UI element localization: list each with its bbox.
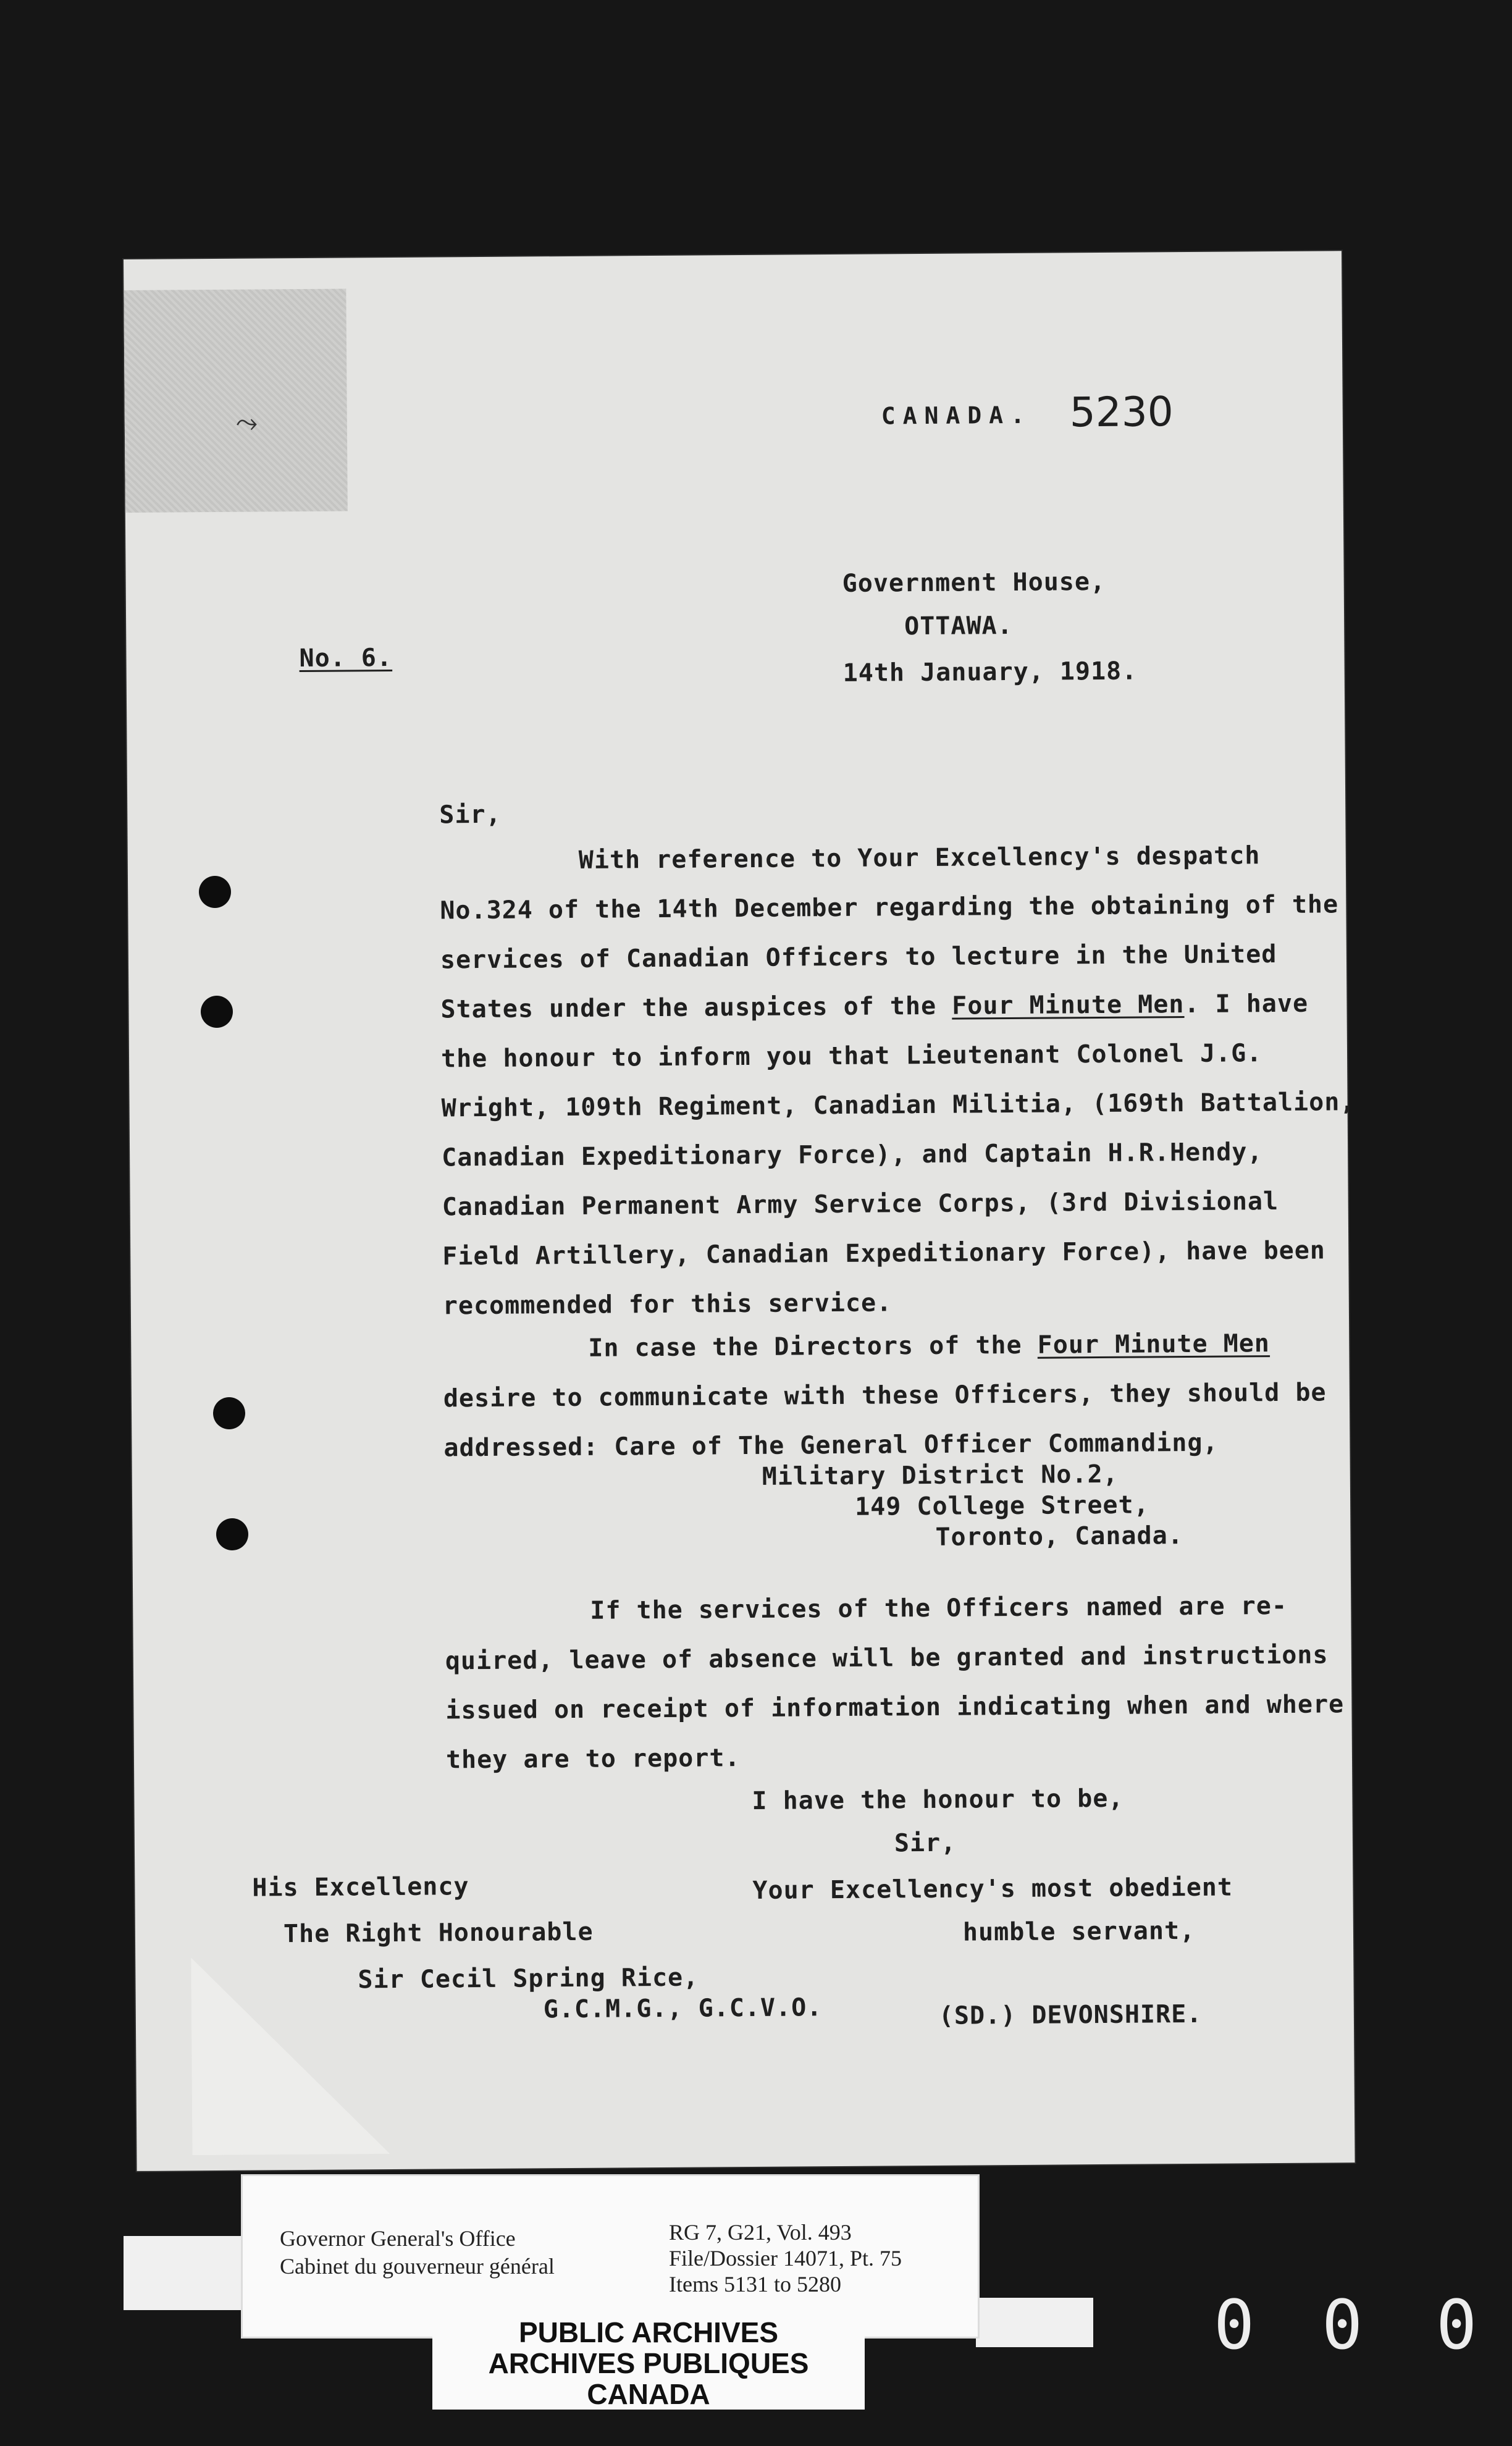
archives-stamp — [432, 2313, 865, 2410]
body-line: If the services of the Officers named are re- — [590, 1591, 1288, 1625]
closing-line: Your Excellency's most obedient — [752, 1873, 1233, 1905]
closing-line: Sir, — [894, 1828, 957, 1858]
item-range: Items 5131 to 5280 — [669, 2272, 841, 2297]
frame-counter-digit: 0 — [1214, 2285, 1255, 2364]
closing-line: humble servant, — [962, 1916, 1196, 1947]
body-line: Military District No.2, — [762, 1460, 1119, 1491]
frame-counter-digit: 0 — [1322, 2285, 1363, 2364]
label-band — [976, 2298, 1093, 2347]
punch-hole — [201, 996, 233, 1028]
body-line: Toronto, Canada. — [935, 1521, 1183, 1552]
stamp-line: CANADA — [587, 2378, 710, 2410]
corner-patch — [124, 288, 348, 513]
archive-number: 5230 — [1069, 388, 1174, 437]
stamp-line: PUBLIC ARCHIVES — [519, 2316, 778, 2348]
file-reference: File/Dossier 14071, Pt. 75 — [669, 2246, 902, 2271]
body-line: No.324 of the 14th December regarding the obtaining of the — [440, 890, 1339, 925]
frame-counter-digit: 0 — [1436, 2285, 1477, 2364]
body-line: the honour to inform you that Lieutenant Colonel J.G. — [440, 1039, 1262, 1074]
header-canada: CANADA. — [881, 401, 1033, 430]
body-line: 149 College Street, — [854, 1490, 1149, 1521]
body-line: States under the auspices of the Four Minute Men. I have — [440, 989, 1309, 1024]
body-line: In case the Directors of the Four Minute Men — [588, 1329, 1270, 1363]
body-line: they are to report. — [445, 1744, 741, 1775]
despatch-number: No. 6. — [299, 643, 393, 673]
punch-hole — [199, 876, 231, 908]
record-group: RG 7, G21, Vol. 493 — [669, 2220, 852, 2245]
body-line: With reference to Your Excellency's despatch — [578, 841, 1261, 875]
addressee-line: G.C.M.G., G.C.V.O. — [543, 1993, 823, 2024]
body-line: quired, leave of absence will be granted and instructions — [445, 1641, 1329, 1676]
body-line: Wright, 109th Regiment, Canadian Militia, (169th Battalion, — [441, 1088, 1356, 1123]
punch-hole — [216, 1518, 248, 1550]
addressee-line: His Excellency — [252, 1872, 469, 1902]
pencil-mark-icon: ⤳ — [235, 406, 258, 439]
addressee-line: Sir Cecil Spring Rice, — [358, 1963, 699, 1994]
address-line-2: OTTAWA. — [904, 611, 1013, 641]
letter-sheet — [124, 251, 1355, 2171]
label-band — [124, 2236, 247, 2310]
office-english: Governor General's Office — [280, 2226, 516, 2251]
body-line: recommended for this service. — [442, 1288, 892, 1321]
addressee-line: The Right Honourable — [283, 1917, 594, 1949]
body-line: Canadian Permanent Army Service Corps, (3rd Divisional — [442, 1187, 1279, 1222]
body-line: issued on receipt of information indicating when and where — [445, 1690, 1345, 1725]
address-line-1: Government House, — [842, 567, 1106, 598]
stamp-line: ARCHIVES PUBLIQUES — [488, 2347, 809, 2379]
letter-date: 14th January, 1918. — [842, 657, 1138, 687]
body-line: Field Artillery, Canadian Expeditionary Force), have been — [442, 1236, 1326, 1271]
body-line: desire to communicate with these Officers, they should be — [443, 1378, 1327, 1413]
body-line: services of Canadian Officers to lecture in the United — [440, 939, 1277, 975]
signature: (SD.) DEVONSHIRE. — [938, 1999, 1203, 2030]
closing-line: I have the honour to be, — [752, 1784, 1124, 1815]
body-line: addressed: Care of The General Officer Commanding, — [443, 1428, 1219, 1463]
salutation: Sir, — [439, 800, 502, 830]
body-line: Canadian Expeditionary Force), and Captain H.R.Hendy, — [442, 1138, 1263, 1172]
punch-hole — [213, 1397, 245, 1429]
office-french: Cabinet du gouverneur général — [280, 2254, 555, 2279]
